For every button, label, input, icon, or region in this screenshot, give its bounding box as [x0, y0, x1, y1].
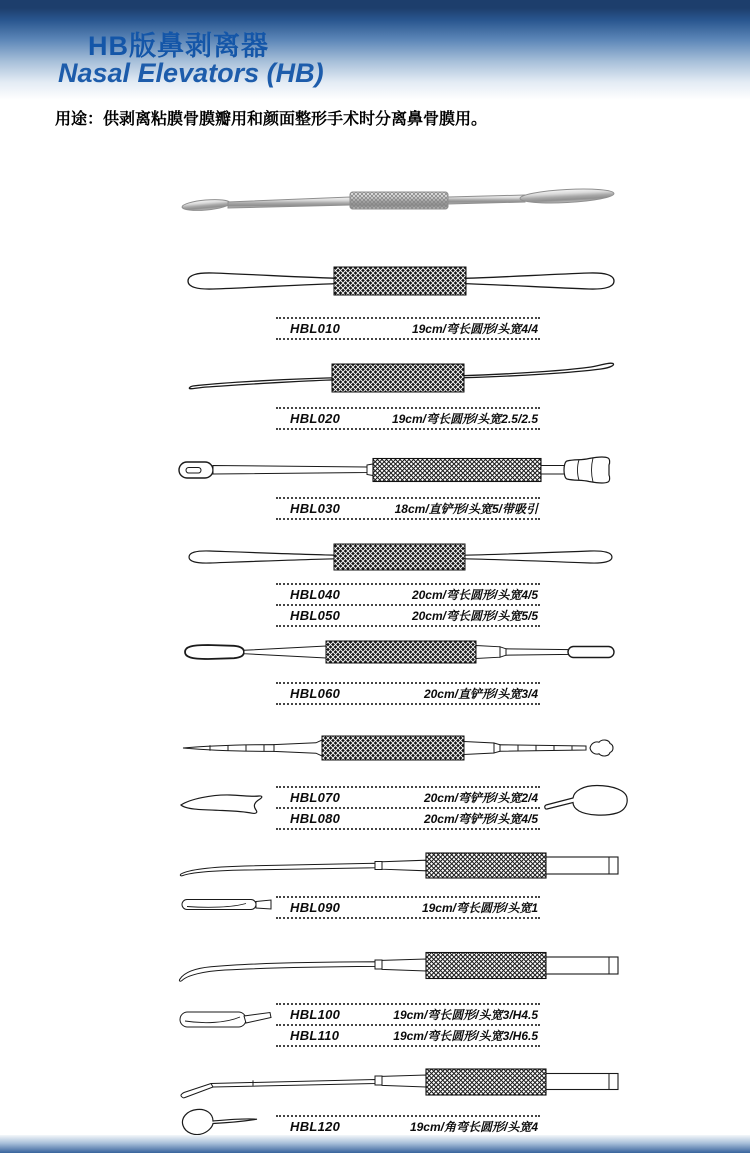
instrument-drawing-hbl060 [178, 632, 618, 672]
tip-detail-hbl080 [543, 781, 631, 819]
product-label-row [276, 898, 540, 919]
product-label-row [276, 606, 540, 627]
spec-text: 19cm/弯长圆形/头宽3/H4.5 [393, 1008, 538, 1022]
instrument-drawing-hbl020 [183, 352, 618, 404]
label-group-hbl020 [276, 407, 540, 430]
model-code: HBL050 [290, 608, 341, 623]
spec-text: 20cm/直铲形/头宽3/4 [423, 687, 538, 701]
model-code: HBL040 [290, 587, 341, 602]
instrument-drawing-hbl040-050 [183, 536, 618, 578]
model-code: HBL100 [290, 1007, 341, 1022]
label-group-hbl040-050 [276, 583, 540, 627]
spec-text: 19cm/角弯长圆形/头宽4 [409, 1120, 538, 1134]
instrument-drawing-hbl030 [175, 446, 620, 494]
tip-detail-hbl100 [178, 1004, 272, 1034]
label-group-hbl100-110 [276, 1003, 540, 1047]
model-code: HBL110 [290, 1028, 340, 1043]
instrument-drawing-hbl070-080 [178, 728, 621, 768]
spec-text: 18cm/直铲形/头宽5/带吸引 [394, 502, 538, 516]
product-label-row [276, 1005, 540, 1026]
spec-text: 19cm/弯长圆形/头宽2.5/2.5 [391, 412, 538, 426]
page-title-en: Nasal Elevators (HB) [58, 58, 324, 88]
spec-text: 19cm/弯长圆形/头宽4/4 [411, 322, 538, 336]
instrument-drawing-hbl010 [183, 258, 618, 304]
label-group-hbl090 [276, 896, 540, 919]
product-label-row [276, 809, 540, 830]
model-code: HBL030 [290, 501, 341, 516]
instrument-photo [180, 176, 615, 226]
tip-detail-hbl090 [180, 896, 272, 914]
label-group-hbl060 [276, 682, 540, 705]
label-group-hbl010 [276, 317, 540, 340]
instrument-drawing-hbl120 [175, 1060, 622, 1104]
product-label-row [276, 499, 540, 520]
spec-text: 20cm/弯铲形/头宽2/4 [423, 791, 538, 805]
spec-text: 20cm/弯铲形/头宽4/5 [423, 812, 538, 826]
label-group-hbl070-080 [276, 786, 540, 830]
usage-note: 用途：供剥离粘膜骨膜瓣用和颜面整形手术时分离鼻骨膜用。 [55, 111, 488, 128]
page-footer-band [0, 1135, 750, 1153]
product-label-row [276, 684, 540, 705]
product-label-row [276, 1026, 540, 1047]
spec-text: 20cm/弯长圆形/头宽4/5 [411, 588, 538, 602]
model-code: HBL060 [290, 686, 341, 701]
model-code: HBL010 [290, 321, 341, 336]
model-code: HBL080 [290, 811, 341, 826]
model-code: HBL020 [290, 411, 341, 426]
product-label-row [276, 788, 540, 809]
tip-detail-hbl070 [178, 786, 264, 820]
product-label-row [276, 585, 540, 606]
product-label-row [276, 319, 540, 340]
label-group-hbl030 [276, 497, 540, 520]
product-label-row [276, 409, 540, 430]
model-code: HBL090 [290, 900, 341, 915]
page-title-cn: HB版鼻剥离器 [88, 31, 269, 61]
spec-text: 20cm/弯长圆形/头宽5/5 [411, 609, 538, 623]
spec-text: 19cm/弯长圆形/头宽1 [421, 901, 538, 915]
instrument-drawing-hbl100-110 [175, 948, 622, 988]
spec-text: 19cm/弯长圆形/头宽3/H6.5 [393, 1029, 538, 1043]
instrument-drawing-hbl090 [175, 848, 622, 886]
model-code: HBL070 [290, 790, 341, 805]
model-code: HBL120 [290, 1119, 341, 1134]
